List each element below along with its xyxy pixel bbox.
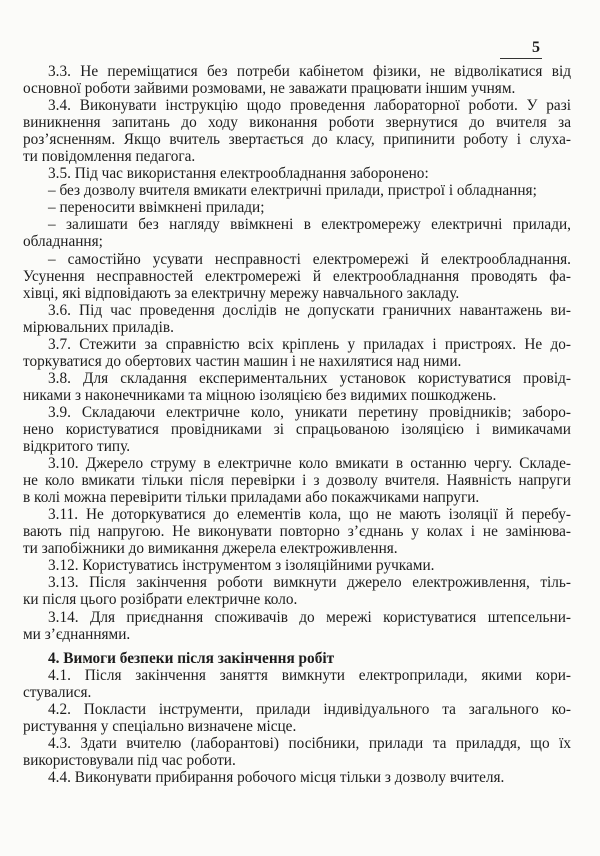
text-line: ристування у спеціально визначене місце.: [23, 717, 297, 735]
paragraph-3-5-d: [23, 251, 571, 302]
paragraph-3-5: [23, 165, 571, 182]
section-4-heading: 4. Вимоги безпеки після закінчення робіт: [48, 649, 335, 667]
text-line: торкуватися до обертових частин машин і не нахилятися над ними.: [23, 352, 462, 370]
section-4-rules: [23, 667, 571, 786]
paragraph-3-10: [23, 455, 571, 506]
text-line: хівці, які відповідають за електричну мережу навчального закладу.: [23, 284, 460, 302]
text-line: використовували під час роботи.: [23, 751, 236, 769]
text-line: – залишати без нагляду ввімкнені в електромережу електричні прилади,: [48, 216, 571, 234]
paragraph-3-11: [23, 506, 571, 557]
text-line: вають під напругою. Не виконувати повторно з’єднань у колах і не замінюва-: [23, 523, 571, 541]
paragraph-3-5-a: [23, 182, 571, 199]
paragraph-3-4: [23, 97, 571, 165]
text-line: 3.5. Під час використання електрообладнання заборонено:: [48, 165, 429, 183]
section-3-rules: [23, 63, 571, 643]
text-line: 3.4. Виконувати інструкцію щодо проведення лабораторної роботи. У разі: [48, 97, 571, 115]
text-line: Усунення несправностей електромережі й електрообладнання проводять фа-: [23, 267, 571, 285]
paragraph-4-2: [23, 701, 571, 735]
text-line: обладнання;: [23, 233, 103, 251]
text-line: 3.14. Для приєднання споживачів до мережі користуватися штепсельни-: [48, 608, 571, 626]
text-line: – без дозволу вчителя вмикати електричні прилади, пристрої і обладнання;: [48, 182, 537, 200]
paragraph-3-9: [23, 404, 571, 455]
paragraph-3-5-b: [23, 199, 571, 216]
document-body: [23, 63, 571, 786]
paragraph-3-5-c: [23, 216, 571, 250]
text-line: ми з’єднаннями.: [23, 625, 131, 643]
paragraph-3-13: [23, 574, 571, 608]
paragraph-3-12: [23, 557, 571, 574]
text-line: – переносити ввімкнені прилади;: [48, 199, 265, 217]
text-line: не коло вмикати тільки після перевірки і з дозволу вчителя. Наявність напруги: [23, 472, 571, 490]
text-line: ти повідомлення педагога.: [23, 148, 196, 166]
paragraph-3-8: [23, 370, 571, 404]
text-line: 4.4. Виконувати прибирання робочого місця тільки з дозволу вчителя.: [48, 768, 505, 786]
text-line: 4.1. Після закінчення заняття вимкнути електроприлади, якими кори-: [48, 666, 571, 684]
paragraph-4-1: [23, 667, 571, 701]
text-line: 3.6. Під час проведення дослідів не допускати граничних навантажень ви-: [48, 301, 571, 319]
paragraph-3-7: [23, 336, 571, 370]
paragraph-3-3: [23, 63, 571, 97]
text-line: ки після цього розібрати електричне коло.: [23, 591, 298, 609]
text-line: ти запобіжники до вимикання джерела електроживлення.: [23, 540, 398, 558]
text-line: 3.7. Стежити за справністю всіх кріплень у приладах і пристроях. Не до-: [48, 335, 571, 353]
paragraph-4-4: [23, 769, 571, 786]
text-line: никами з наконечниками та міцною ізоляцією без видимих пошкоджень.: [23, 386, 497, 404]
text-line: 4.2. Покласти інструменти, прилади індивідуального та загального ко-: [48, 700, 571, 718]
text-line: роз’ясненням. Якщо вчитель звертається до класу, припинити роботу і слуха-: [23, 131, 571, 149]
text-line: 3.9. Складаючи електричне коло, уникати перетину провідників; заборо-: [48, 403, 571, 421]
text-line: 3.3. Не переміщатися без потреби кабінетом фізики, не відволікатися від: [48, 63, 571, 80]
page-number: 5: [532, 39, 540, 56]
text-line: виникнення запитань до ходу виконання роботи звернутися до вчителя за: [23, 114, 571, 132]
text-line: 3.12. Користуватись інструментом з ізоляційними ручками.: [48, 557, 435, 575]
text-line: – самостійно усувати несправності електромережі й електрообладнання.: [48, 250, 571, 268]
text-line: мірювальних приладів.: [23, 318, 174, 336]
text-line: нено користуватися провідниками зі спрацьованою ізоляцією і вимикачами: [23, 420, 571, 438]
text-line: в колі можна перевірити тільки приладами або покажчиками напруги.: [23, 489, 480, 507]
paragraph-3-14: [23, 609, 571, 643]
text-line: стувалися.: [23, 683, 92, 701]
text-line: 3.13. Після закінчення роботи вимкнути джерело електроживлення, тіль-: [48, 574, 571, 592]
page-number-rule: [500, 38, 542, 59]
text-line: відкритого типу.: [23, 438, 131, 456]
paragraph-4-3: [23, 735, 571, 769]
text-line: основної роботи зайвими розмовами, не заважати працювати іншим учням.: [23, 80, 516, 98]
text-line: 3.8. Для складання експериментальних установок користуватися провід-: [48, 369, 571, 387]
paragraph-3-6: [23, 302, 571, 336]
text-line: 3.10. Джерело струму в електричне коло вмикати в останню чергу. Складе-: [48, 455, 571, 473]
text-line: 4.3. Здати вчителю (лаборантові) посібники, прилади та приладдя, що їх: [48, 734, 571, 752]
text-line: 3.11. Не доторкуватися до елементів кола, що не мають ізоляції й перебу-: [48, 506, 571, 524]
